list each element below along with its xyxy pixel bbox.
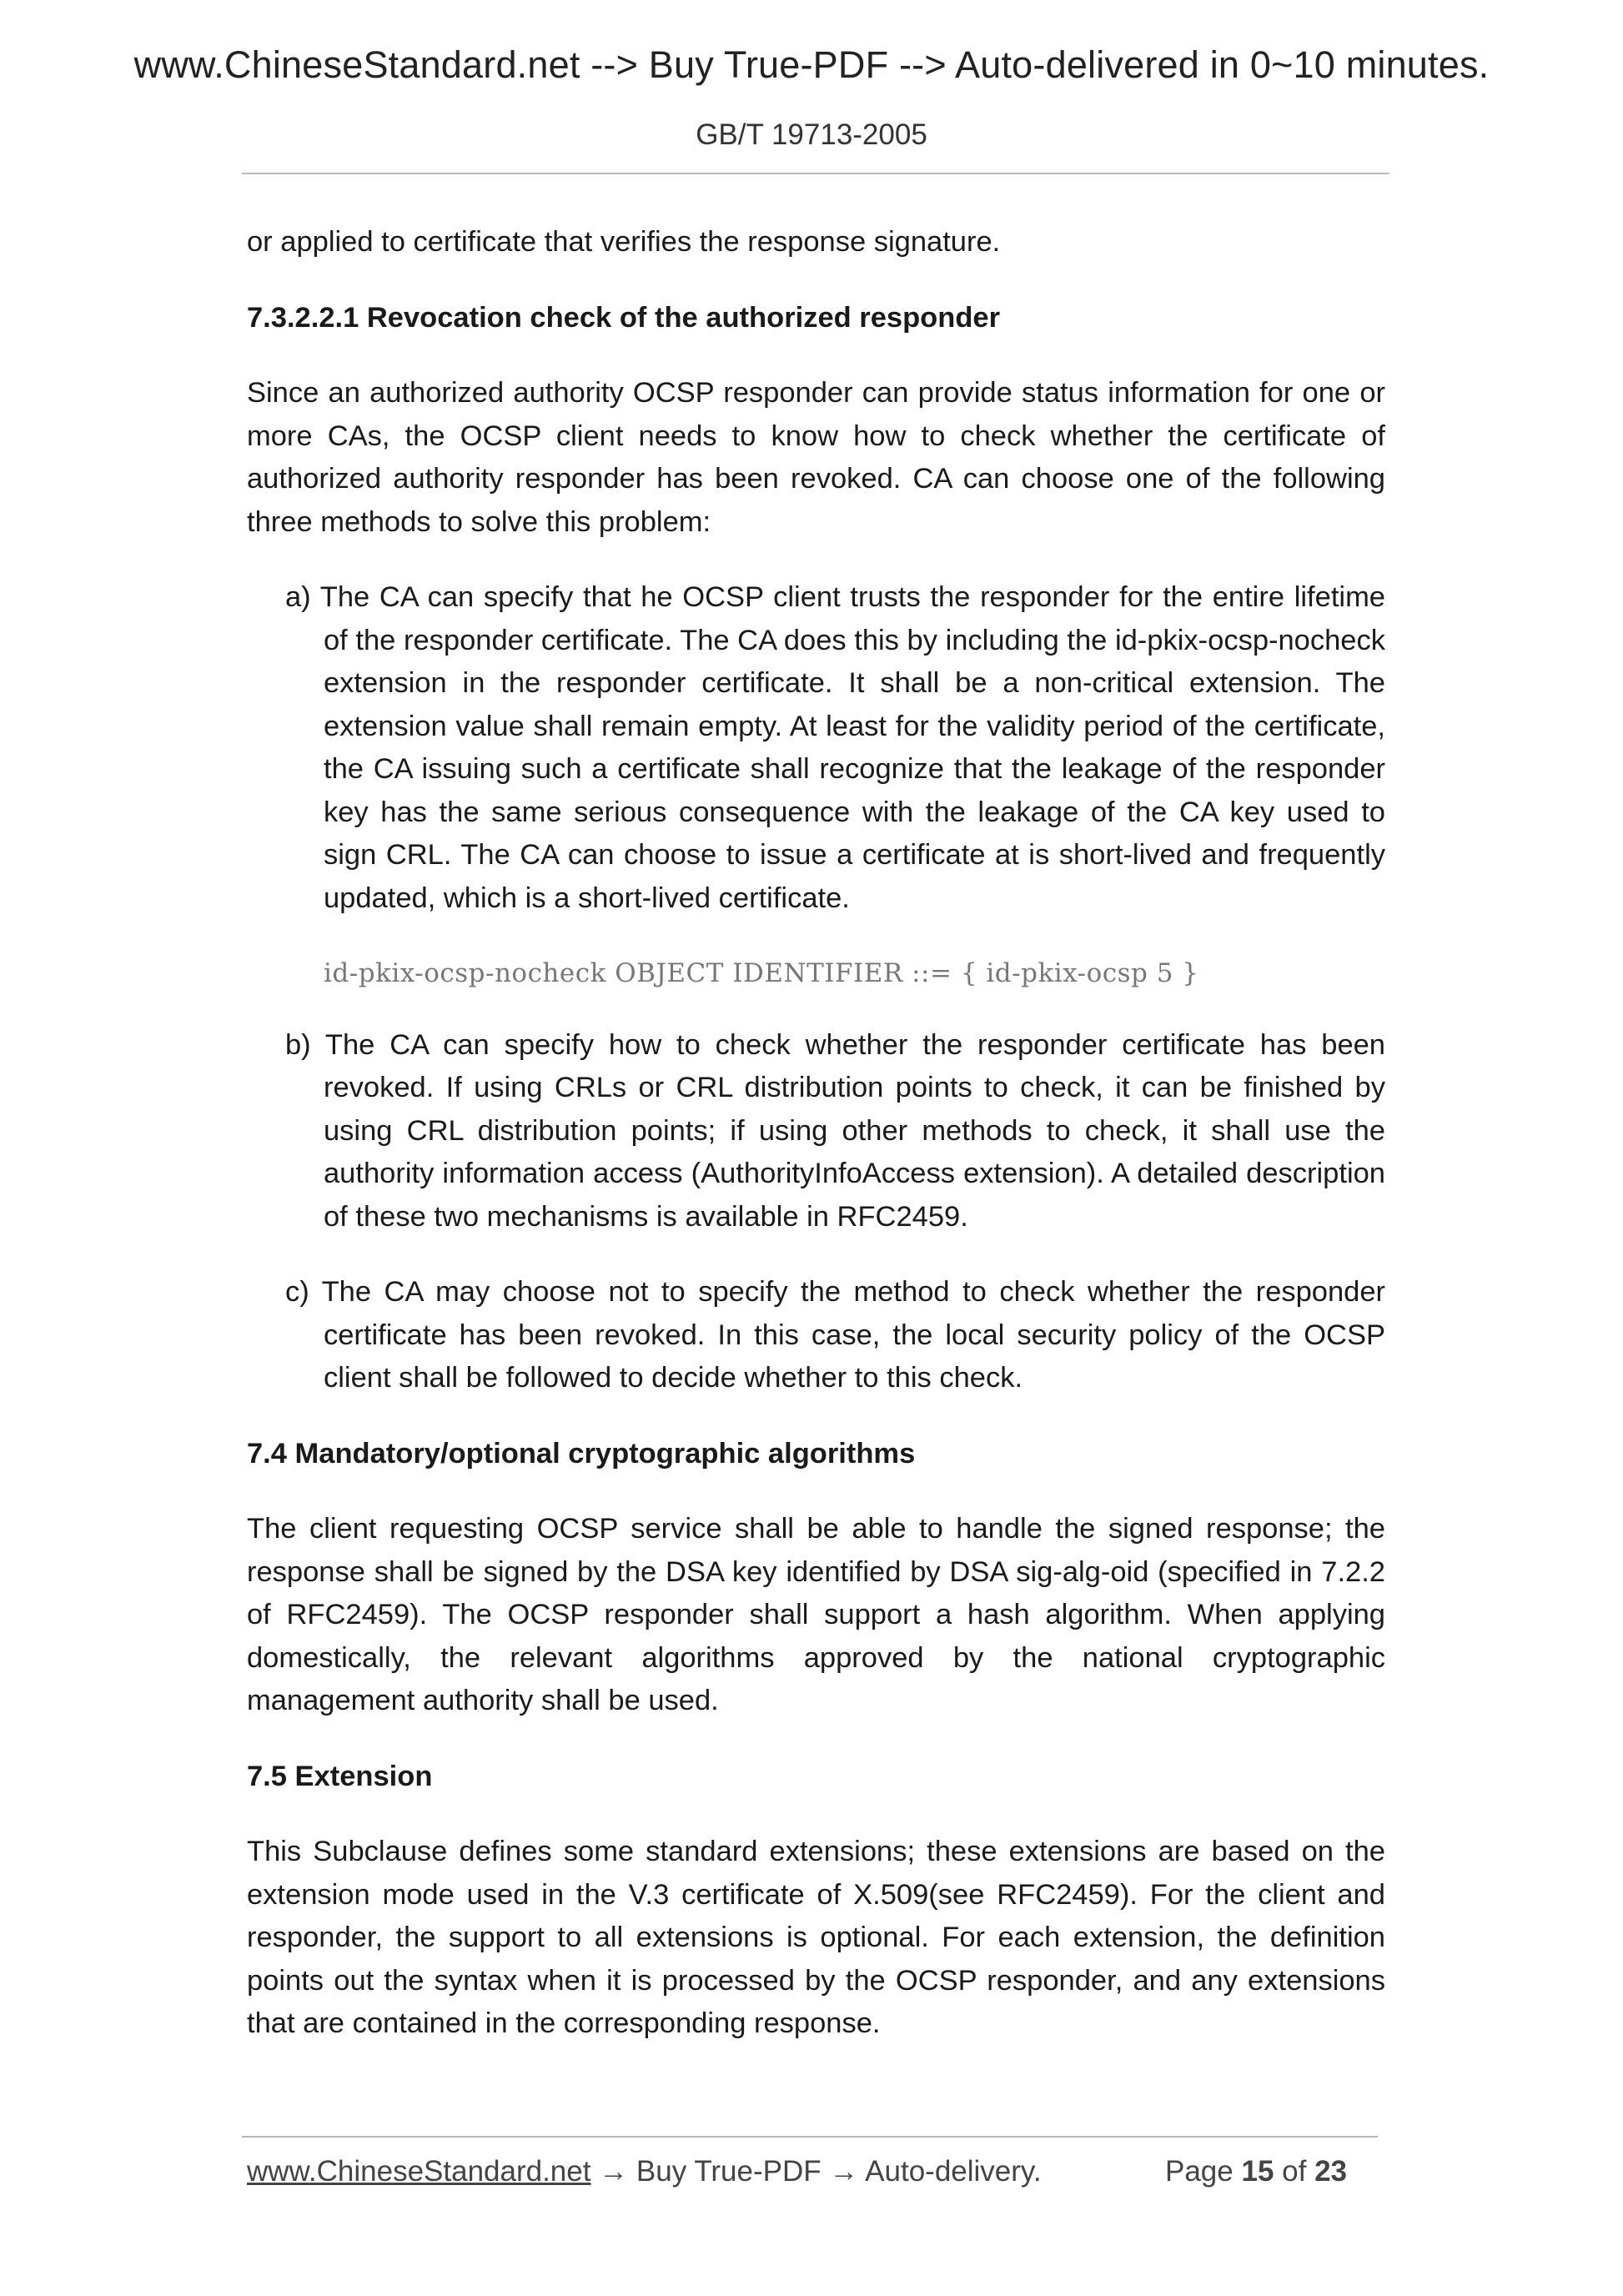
heading-7-3-2-2-1: 7.3.2.2.1 Revocation check of the authorized responder: [247, 301, 1001, 334]
top-banner: www.ChineseStandard.net --> Buy True-PDF --> Auto-delivered in 0~10 minutes.: [133, 43, 1490, 86]
standard-id: GB/T 19713-2005: [696, 118, 927, 151]
paragraph-7-5: This Subclause defines some standard extensions; these extensions are based on the extension mode used in the V.3 certificate of X.509(see RFC2459). For the client and responder, the support to all extensions is optional. For each extension, the definition points out the syntax when it is processed by the OCSP responder, and any extensions that are contained in the corresponding response.: [247, 1836, 1385, 2039]
page-label: Page: [1165, 2155, 1234, 2188]
footer-tagline: → Buy True-PDF → Auto-delivery.: [590, 2155, 1042, 2188]
list-item-b: b) The CA can specify how to check whether the responder certificate has been revoked. If using CRLs or CRL distribution points to check, it can be finished by using CRL distribution points; if using other methods to check, it shall use the authority information access (AuthorityInfoAccess extension). A detailed description of these two mechanisms is available in RFC2459.: [285, 1028, 1385, 1233]
list-item-a: a) The CA can specify that he OCSP client trusts the responder for the entire lifetime of the responder certificate. The CA does this by including the id-pkix-ocsp-nocheck extension in the responder certificate. It shall be a non-critical extension. The extension value shall remain empty. At least for the validity period of the certificate, the CA issuing such a certificate shall recognize that the leakage of the responder key has the same serious consequence with the leakage of the CA key used to sign CRL. The CA can choose to issue a certificate at is short-lived and frequently updated, which is a short-lived certificate.: [285, 581, 1385, 914]
page-indicator: [1165, 2155, 1347, 2188]
asn-definition: id-pkix-ocsp-nocheck OBJECT IDENTIFIER ::= { id-pkix-ocsp 5 }: [324, 958, 1199, 988]
page-number: 15: [1241, 2155, 1274, 2188]
continuation-paragraph: or applied to certificate that verifies the response signature.: [247, 226, 1001, 258]
list-item-c: c) The CA may choose not to specify the method to check whether the responder certificate has been revoked. In this case, the local security policy of the OCSP client shall be followed to decide whether to this check.: [285, 1276, 1385, 1394]
footer-site-link[interactable]: www.ChineseStandard.net: [247, 2155, 591, 2188]
heading-7-5: 7.5 Extension: [247, 1760, 433, 1792]
header-divider: [242, 173, 1389, 174]
intro-paragraph: Since an authorized authority OCSP responder can provide status information for one or more CAs, the OCSP client needs to know how to check whether the certificate of authorized authority responder has been revoked. CA can choose one of the following three methods to solve this problem:: [247, 377, 1385, 538]
of-label: of: [1282, 2155, 1307, 2188]
heading-7-4: 7.4 Mandatory/optional cryptographic algorithms: [247, 1437, 916, 1470]
paragraph-7-4: The client requesting OCSP service shall be able to handle the signed response; the response shall be signed by the DSA key identified by DSA sig-alg-oid (specified in 7.2.2 of RFC2459). The OCSP responder shall support a hash algorithm. When applying domestically, the relevant algorithms approved by the national cryptographic management authority shall be used.: [247, 1513, 1385, 1716]
footer-divider: [242, 2136, 1378, 2138]
page-content: [247, 221, 1385, 2078]
total-pages: 23: [1314, 2155, 1348, 2188]
page-footer: [247, 2155, 1381, 2188]
